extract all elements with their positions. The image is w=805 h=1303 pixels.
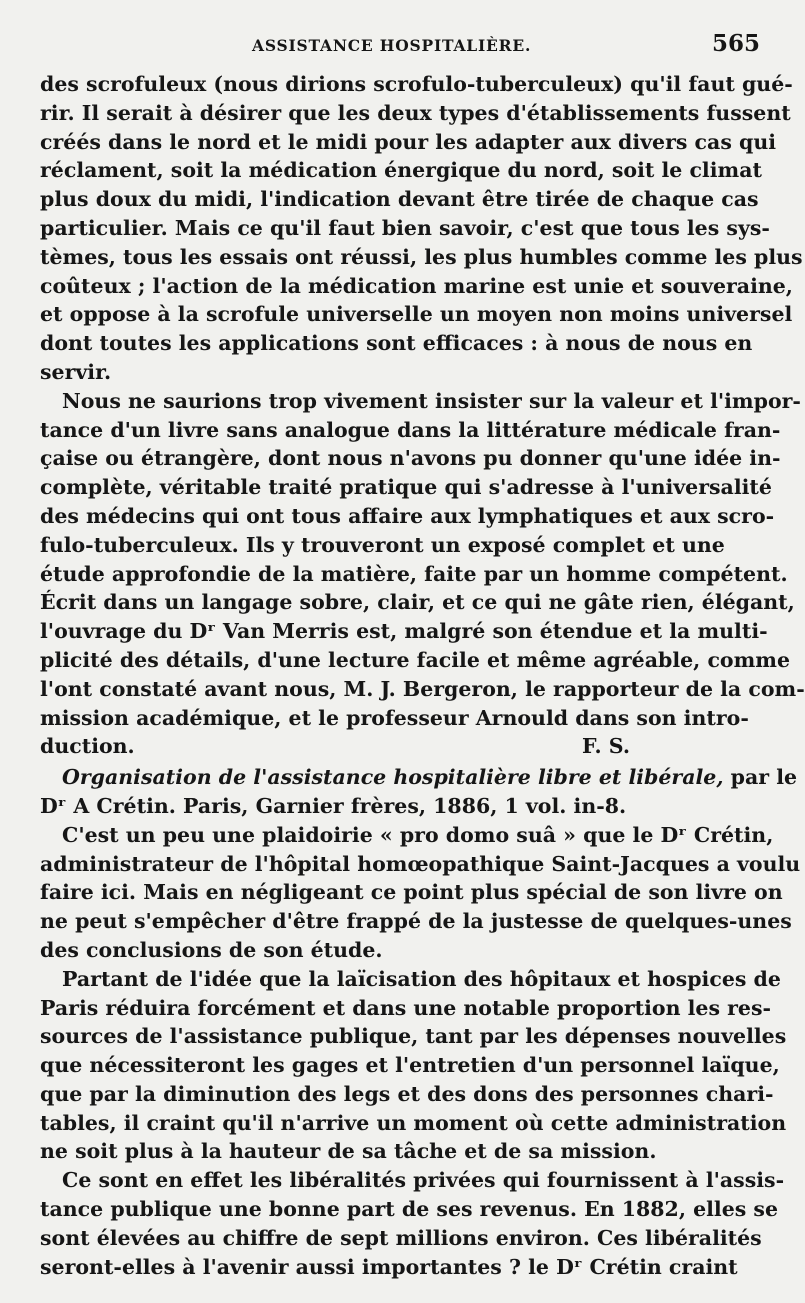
text-line: ne soit plus à la hauteur de sa tâche et de sa mission.	[40, 1139, 657, 1164]
page-number: 565	[711, 30, 760, 57]
text-line: Partant de l'idée que la laïcisation des hôpitaux et hospices de	[62, 966, 781, 991]
text-line: des conclusions de son étude.	[40, 937, 383, 962]
body-text	[40, 70, 805, 1281]
paragraph-4	[40, 965, 787, 1167]
text-line: fulo-tuberculeux. Ils y trouveront un exposé complet et une	[40, 532, 725, 557]
text-line: çaise ou étrangère, dont nous n'avons pu donner qu'une idée in-	[40, 446, 781, 471]
text-line: des médecins qui ont tous affaire aux lymphatiques et aux scro-	[40, 503, 775, 528]
text-line: complète, véritable traité pratique qui s'adresse à l'universalité	[40, 475, 772, 500]
text-line: réclament, soit la médication énergique du nord, soit le climat	[40, 158, 762, 183]
citation-par: par le	[723, 765, 798, 790]
text-line: coûteux ; l'action de la médication marine est unie et souveraine,	[40, 273, 793, 298]
citation-line	[40, 763, 798, 792]
text-line: duction.	[40, 734, 135, 759]
text-line: dont toutes les applications sont efficaces : à nous de nous en	[40, 331, 753, 356]
text-line: l'ouvrage du Dʳ Van Merris est, malgré son étendue et la multi-	[40, 619, 768, 644]
text-line: l'ont constaté avant nous, M. J. Bergeron, le rapporteur de la com-	[40, 676, 805, 701]
text-line: sont élevées au chiffre de sept millions environ. Ces libéralités	[40, 1225, 762, 1250]
running-header-title: ASSISTANCE HOSPITALIÈRE.	[252, 36, 532, 55]
text-line: particulier. Mais ce qu'il faut bien savoir, c'est que tous les sys-	[40, 215, 770, 240]
text-line: et oppose à la scrofule universelle un moyen non moins universel	[40, 302, 793, 327]
text-line: plus doux du midi, l'indication devant être tirée de chaque cas	[40, 187, 759, 212]
text-line: que par la diminution des legs et des dons des personnes chari-	[40, 1081, 774, 1106]
text-line: Paris réduira forcément et dans une notable proportion les res-	[40, 995, 772, 1020]
text-line: rir. Il serait à désirer que les deux types d'établissements fussent	[40, 100, 791, 125]
text-line: plicité des détails, d'une lecture facile et même agréable, comme	[40, 647, 791, 672]
author-signature: F. S.	[582, 734, 630, 759]
text-line: Nous ne saurions trop vivement insister sur la valeur et l'impor-	[62, 388, 801, 413]
paragraph-1	[40, 70, 803, 387]
text-line: des scrofuleux (nous dirions scrofulo-tuberculeux) qu'il faut gué-	[40, 72, 793, 96]
paragraph-3	[40, 821, 801, 965]
text-line: tance d'un livre sans analogue dans la littérature médicale fran-	[40, 417, 781, 442]
text-line: étude approfondie de la matière, faite par un homme compétent.	[40, 561, 788, 586]
citation-title: Organisation de l'assistance hospitalière libre et libérale,	[62, 765, 724, 790]
text-line: seront-elles à l'avenir aussi importantes ? le Dʳ Crétin craint	[40, 1254, 738, 1279]
text-line: ne peut s'empêcher d'être frappé de la justesse de quelques-unes	[40, 909, 792, 934]
text-line: tance publique une bonne part de ses revenus. En 1882, elles se	[40, 1197, 779, 1222]
text-line: C'est un peu une plaidoirie « pro domo suâ » que le Dʳ Crétin,	[62, 822, 774, 847]
paragraph-5	[40, 1166, 785, 1281]
text-line: faire ici. Mais en négligeant ce point plus spécial de son livre on	[40, 880, 783, 905]
paragraph-2	[40, 387, 805, 761]
text-line: servir.	[40, 359, 112, 384]
text-line: que nécessiteront les gages et l'entretien d'un personnel laïque,	[40, 1053, 780, 1078]
text-line: administrateur de l'hôpital homœopathique Saint-Jacques a voulu	[40, 851, 801, 876]
citation-author-line: Dʳ A Crétin. Paris, Garnier frères, 1886, 1 vol. in-8.	[40, 793, 627, 818]
text-line: mission académique, et le professeur Arnould dans son intro-	[40, 705, 749, 730]
running-header	[40, 32, 760, 70]
signature-line	[40, 732, 760, 761]
text-line: sources de l'assistance publique, tant par les dépenses nouvelles	[40, 1024, 787, 1049]
text-line: tables, il craint qu'il n'arrive un moment où cette administration	[40, 1110, 787, 1135]
text-line: créés dans le nord et le midi pour les adapter aux divers cas qui	[40, 129, 777, 154]
text-line: tèmes, tous les essais ont réussi, les plus humbles comme les plus	[40, 244, 803, 269]
text-line: Écrit dans un langage sobre, clair, et ce qui ne gâte rien, élégant,	[40, 590, 795, 615]
book-citation	[40, 763, 798, 821]
text-line: Ce sont en effet les libéralités privées qui fournissent à l'assis-	[62, 1168, 785, 1193]
